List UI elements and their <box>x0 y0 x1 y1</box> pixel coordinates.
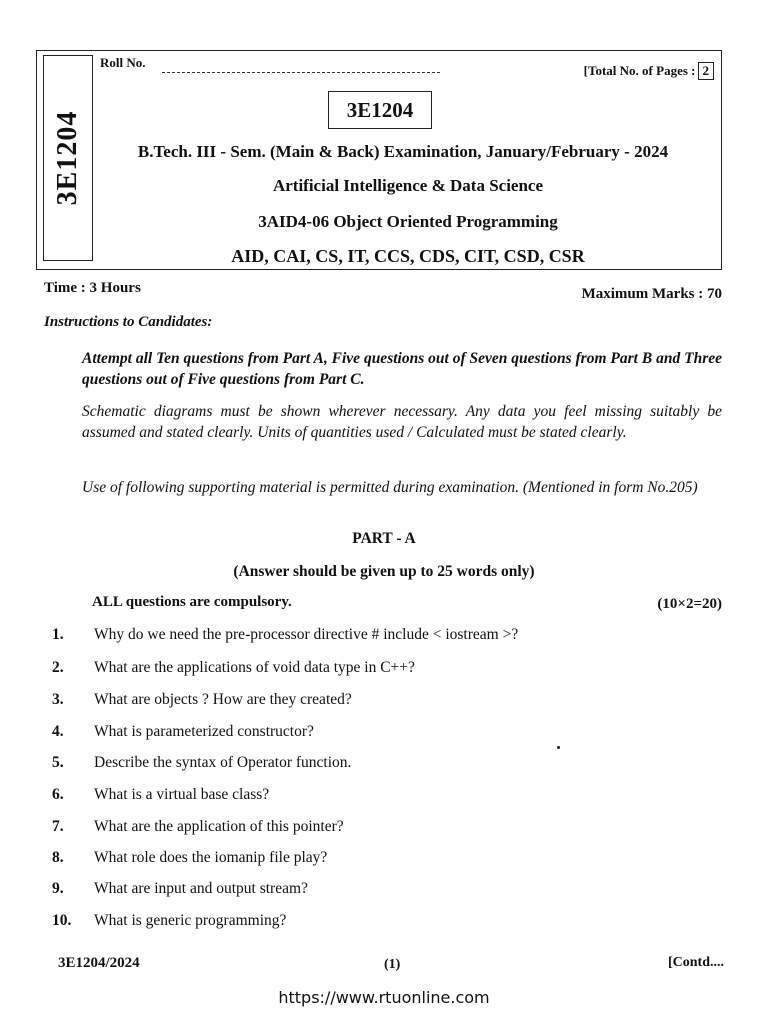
paper-code-box <box>328 91 432 129</box>
part-a-title: PART - A <box>352 530 416 547</box>
question-number: 2. <box>52 659 64 676</box>
subject-title: 3AID4-06 Object Oriented Programming <box>258 212 558 231</box>
instructions-title: Instructions to Candidates: <box>44 314 213 330</box>
question-text: What are the applications of void data type in C++? <box>94 659 415 676</box>
paper-code: 3E1204 <box>346 97 414 122</box>
roll-no-label: Roll No. <box>100 55 146 70</box>
question-number: 4. <box>52 723 64 740</box>
question-number: 7. <box>52 818 64 835</box>
question-number: 1. <box>52 626 64 643</box>
part-a-subtitle: (Answer should be given up to 25 words only) <box>233 563 535 580</box>
side-paper-code: 3E1204 <box>52 110 83 206</box>
source-url: https://www.rtuonline.com <box>278 988 490 1007</box>
branch-title: Artificial Intelligence & Data Science <box>272 176 544 195</box>
exam-title: B.Tech. III - Sem. (Main & Back) Examination, January/February - 2024 <box>137 142 669 161</box>
question-text: Why do we need the pre-processor directive # include < iostream >? <box>94 626 519 643</box>
total-pages-value: 2 <box>698 62 715 80</box>
branches-list: AID, CAI, CS, IT, CCS, CDS, CIT, CSD, CSR <box>231 246 585 266</box>
question-number: 8. <box>52 849 64 866</box>
question-number: 9. <box>52 880 64 897</box>
question-text: What are input and output stream? <box>94 880 308 897</box>
footer-continued: [Contd.... <box>667 955 724 970</box>
footer-paper-code: 3E1204/2024 <box>58 955 140 971</box>
total-pages <box>584 62 714 80</box>
instruction-1: Attempt all Ten questions from Part A, Five questions out of Seven questions from Part B and Three questions out of Five questions from Part C. <box>82 350 722 388</box>
compulsory-note: ALL questions are compulsory. <box>92 594 292 610</box>
question-text: What is generic programming? <box>94 912 287 929</box>
question-number: 6. <box>52 786 64 803</box>
scan-speck <box>557 746 560 749</box>
marks-allocation: (10×2=20) <box>657 596 722 612</box>
question-number: 10. <box>52 912 72 929</box>
question-number: 3. <box>52 691 64 708</box>
question-text: What is parameterized constructor? <box>94 723 314 740</box>
total-pages-label: [Total No. of Pages : <box>583 63 696 78</box>
question-text: Describe the syntax of Operator function. <box>94 754 352 771</box>
exam-duration: Time : 3 Hours <box>44 280 141 296</box>
question-text: What is a virtual base class? <box>94 786 270 803</box>
question-text: What are objects ? How are they created? <box>94 691 352 708</box>
roll-no-line <box>162 72 440 73</box>
instruction-2: Schematic diagrams must be shown wherever necessary. Any data you feel missing suitably be assumed and stated clearly. Units of quantities used / Calculated must be stated clearly. <box>82 403 722 441</box>
instruction-3: Use of following supporting material is permitted during examination. (Mentioned in form No.205) <box>82 479 698 496</box>
maximum-marks: Maximum Marks : 70 <box>581 286 722 302</box>
question-text: What role does the iomanip file play? <box>94 849 328 866</box>
question-text: What are the application of this pointer? <box>94 818 344 835</box>
question-number: 5. <box>52 754 64 771</box>
footer-page-number: (1) <box>384 957 401 972</box>
